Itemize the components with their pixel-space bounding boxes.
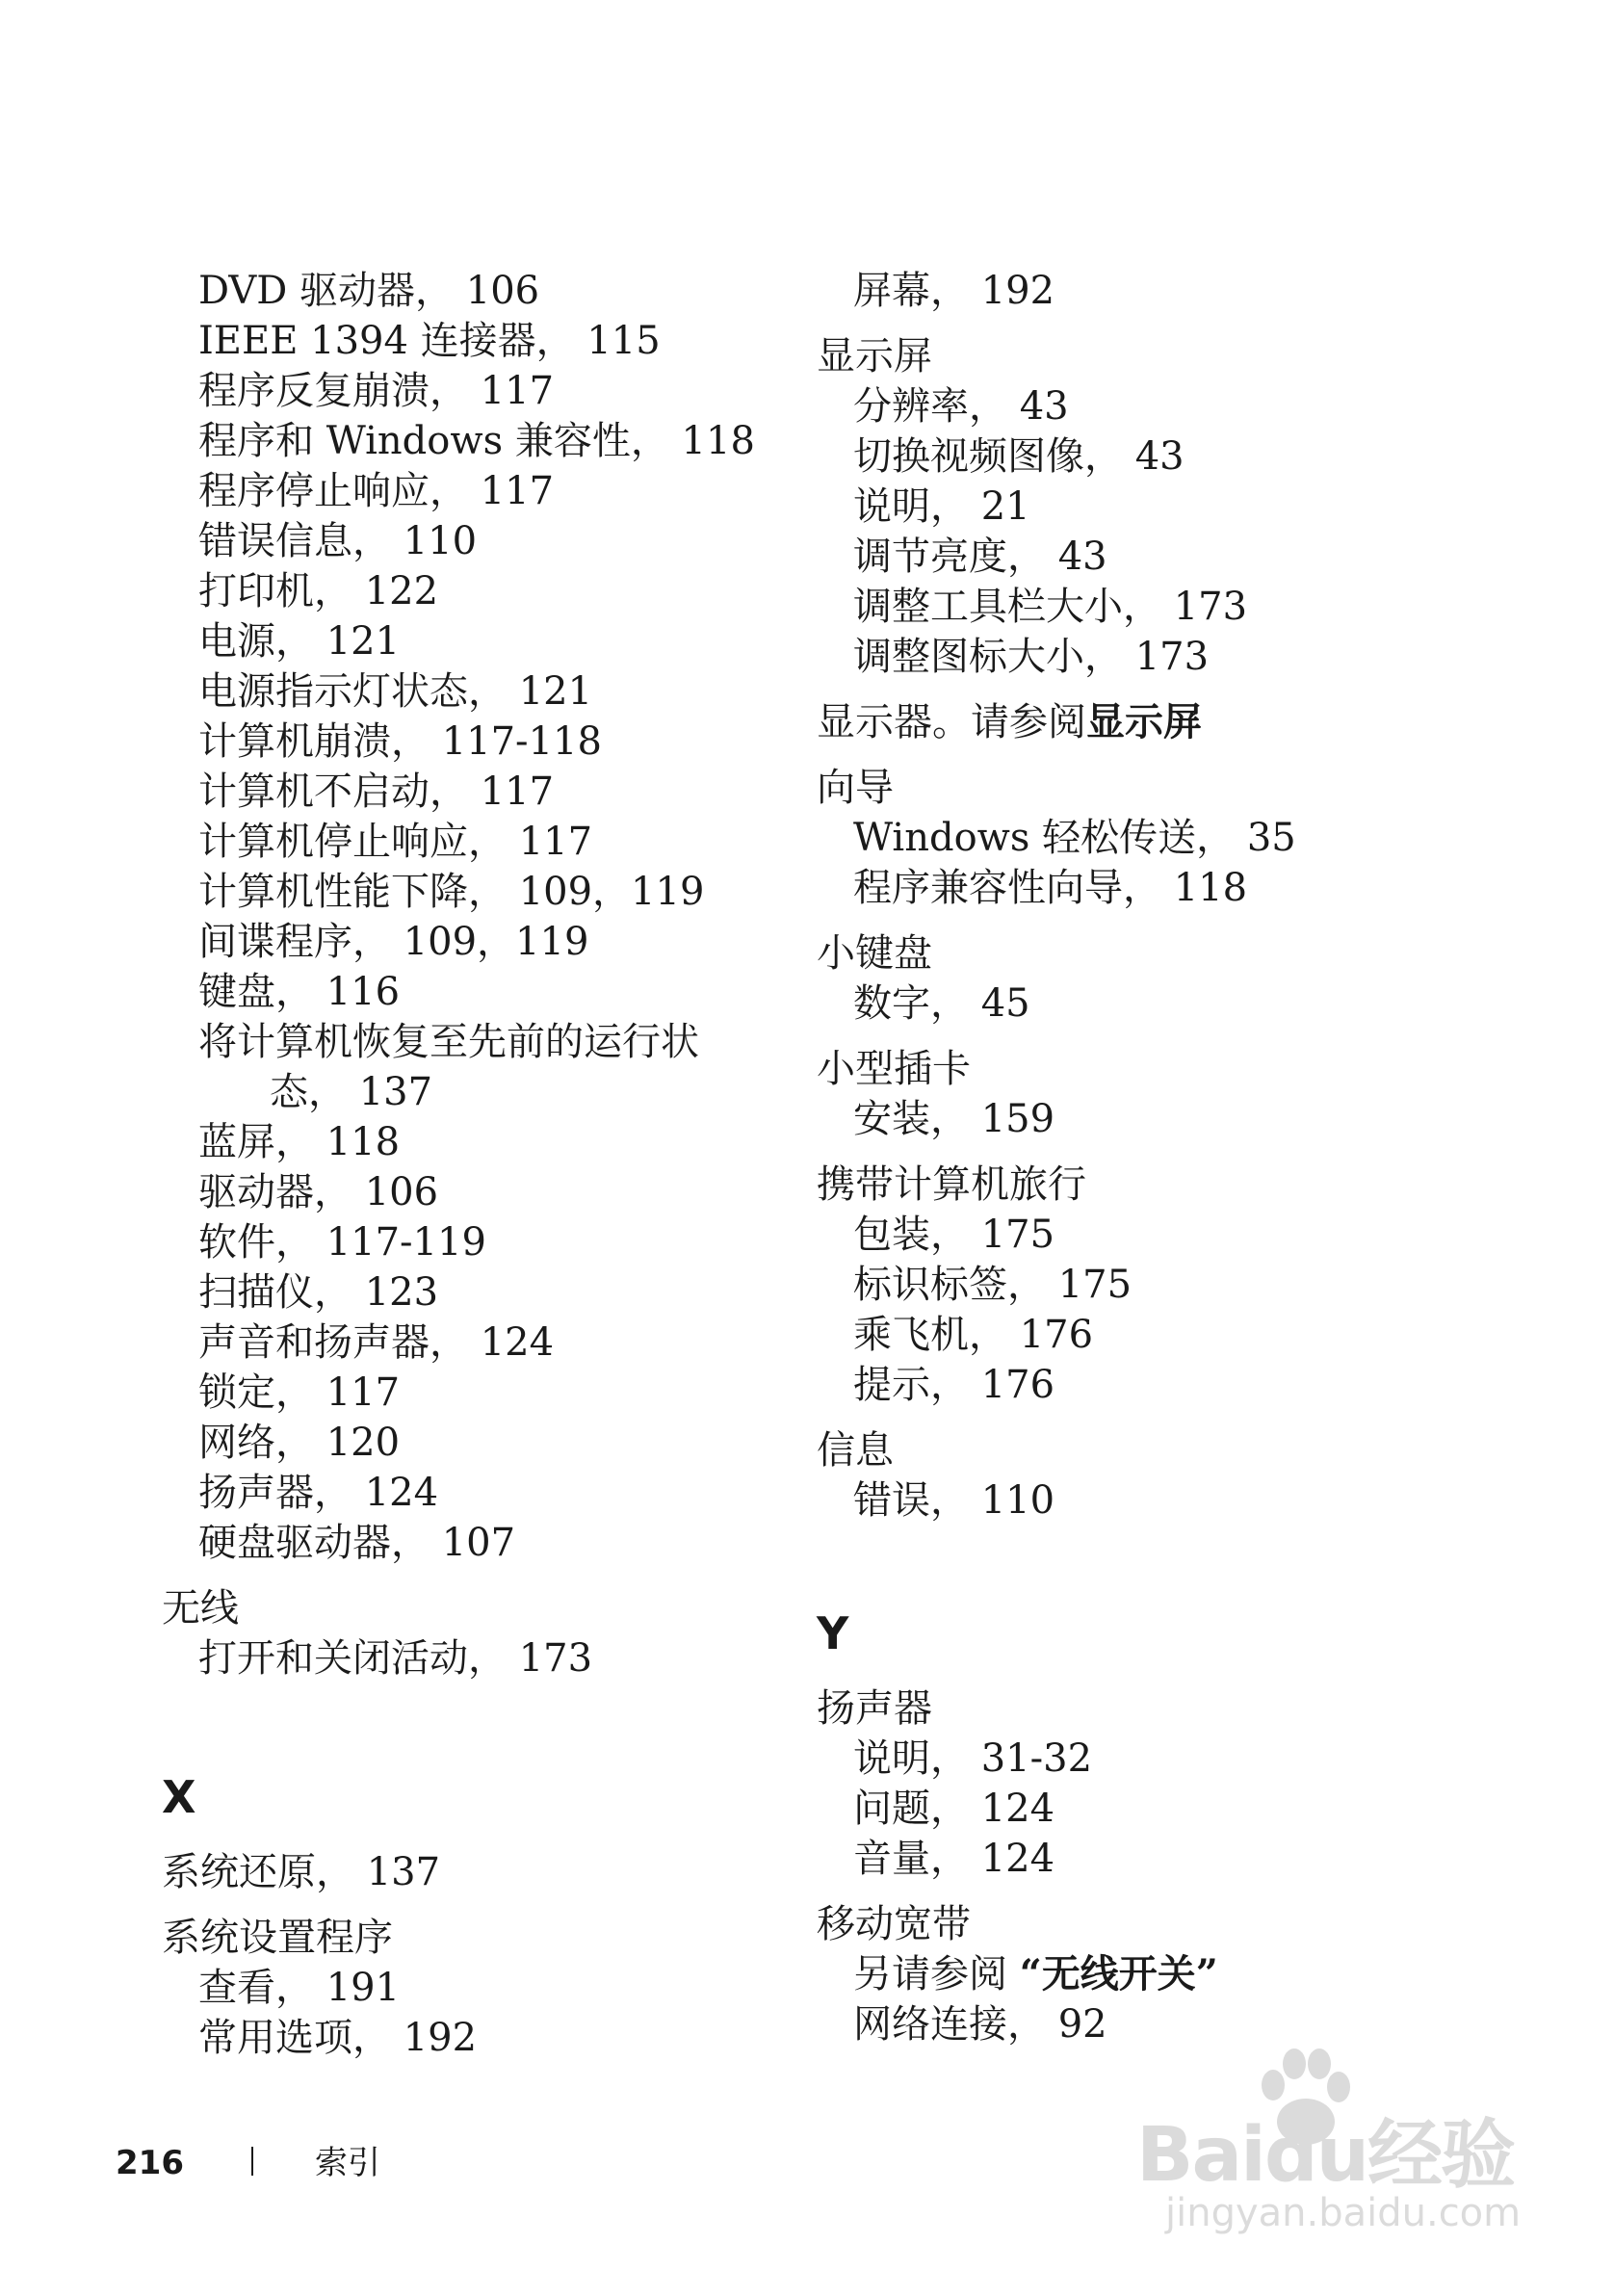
index-entry: 屏幕， 192: [853, 269, 1055, 313]
index-entry-continuation: 态， 137: [270, 1070, 433, 1114]
index-heading-monitor: [817, 697, 1471, 747]
index-heading-display: 显示屏: [817, 334, 932, 378]
index-entry: 查看， 191: [198, 1966, 401, 2010]
index-entry: 调节亮度， 43: [853, 535, 1107, 579]
index-entry: 调整图标大小， 173: [853, 635, 1210, 679]
index-entry: 声音和扬声器， 124: [198, 1320, 555, 1365]
index-entry: 包装， 175: [853, 1213, 1055, 1257]
index-heading-keypad: 小键盘: [817, 931, 932, 976]
index-entry: Windows 轻松传送， 35: [853, 816, 1296, 860]
index-entry: 计算机不启动， 117: [198, 770, 555, 814]
monitor-see-text: 显示器。请参阅: [817, 700, 1086, 744]
index-heading-system-setup: 系统设置程序: [162, 1916, 393, 1960]
index-entry: 数字， 45: [853, 981, 1030, 1026]
index-entry: 硬盘驱动器， 107: [198, 1521, 516, 1565]
footer-section-title: 索引: [314, 2144, 380, 2182]
watermark-url: jingyan.baidu.com: [1165, 2191, 1522, 2235]
index-entry: 扬声器， 124: [198, 1471, 439, 1515]
index-entry: 说明， 21: [853, 484, 1030, 529]
index-entry: 程序和 Windows 兼容性， 118: [198, 419, 755, 463]
footer-divider: [251, 2147, 253, 2176]
index-entry: 打开和关闭活动， 173: [198, 1636, 593, 1681]
index-entry: 打印机， 122: [198, 569, 439, 613]
index-entry: 标识标签， 175: [853, 1263, 1132, 1307]
index-entry: 软件， 117-119: [198, 1220, 486, 1265]
index-entry: 计算机崩溃， 117-118: [198, 719, 602, 764]
index-entry-see-also: [817, 1949, 1471, 1999]
index-right-column: [817, 266, 1471, 2049]
index-entry: 分辨率， 43: [853, 384, 1069, 429]
index-heading-speaker: 扬声器: [817, 1686, 932, 1731]
index-entry: 切换视频图像， 43: [853, 434, 1184, 479]
baidu-watermark: [1136, 2047, 1541, 2239]
index-entry: 错误信息， 110: [198, 519, 478, 563]
index-entry: 键盘， 116: [198, 970, 401, 1014]
watermark-text: Baidu经验: [1136, 2112, 1515, 2199]
section-letter-y: Y: [817, 1607, 849, 1659]
see-also-text: 另请参阅: [853, 1952, 1007, 1996]
index-heading-wizard: 向导: [817, 766, 894, 810]
index-entry: 提示， 176: [853, 1363, 1055, 1407]
index-entry: 计算机性能下降， 109，119: [198, 870, 705, 914]
index-entry: 间谍程序， 109，119: [198, 920, 589, 964]
index-entry: 程序兼容性向导， 118: [853, 866, 1248, 910]
index-entry: 程序反复崩溃， 117: [198, 369, 555, 413]
index-entry: 常用选项， 192: [198, 2016, 478, 2060]
section-letter-x: X: [162, 1771, 196, 1823]
index-entry: 错误， 110: [853, 1478, 1055, 1523]
index-entry: 说明， 31-32: [853, 1736, 1093, 1781]
monitor-cross-reference: 显示屏: [1086, 699, 1202, 744]
index-entry: 蓝屏， 118: [198, 1120, 401, 1164]
index-entry: 乘飞机， 176: [853, 1313, 1094, 1357]
page-footer: [116, 2138, 380, 2188]
see-also-cross-reference: “无线开关”: [1019, 1951, 1218, 1996]
index-entry: 网络， 120: [198, 1421, 401, 1465]
index-entry: 网络连接， 92: [853, 2002, 1107, 2047]
index-heading-wireless: 无线: [162, 1586, 239, 1631]
index-heading-messages: 信息: [817, 1428, 894, 1473]
index-entry: 锁定， 117: [198, 1370, 401, 1415]
index-entry: 将计算机恢复至先前的运行状: [198, 1020, 699, 1064]
index-entry: 驱动器， 106: [198, 1170, 439, 1214]
index-heading-mini-card: 小型插卡: [817, 1047, 971, 1091]
index-entry: 问题， 124: [853, 1787, 1055, 1831]
index-entry: 安装， 159: [853, 1097, 1055, 1141]
page-number: 216: [116, 2144, 184, 2182]
index-entry: 电源， 121: [198, 619, 401, 664]
index-entry: 电源指示灯状态， 121: [198, 669, 593, 714]
index-entry: 计算机停止响应， 117: [198, 820, 593, 864]
index-heading-travel: 携带计算机旅行: [817, 1162, 1086, 1207]
index-entry: 程序停止响应， 117: [198, 469, 555, 513]
index-heading-system-restore: 系统还原， 137: [162, 1850, 441, 1894]
index-left-column: [162, 266, 759, 2063]
index-entry: 扫描仪， 123: [198, 1270, 439, 1315]
index-heading-mobile-broadband: 移动宽带: [817, 1902, 971, 1946]
index-entry: IEEE 1394 连接器， 115: [198, 319, 661, 363]
index-entry: 调整工具栏大小， 173: [853, 585, 1248, 629]
index-entry: 音量， 124: [853, 1837, 1055, 1881]
index-entry: DVD 驱动器， 106: [198, 269, 540, 313]
